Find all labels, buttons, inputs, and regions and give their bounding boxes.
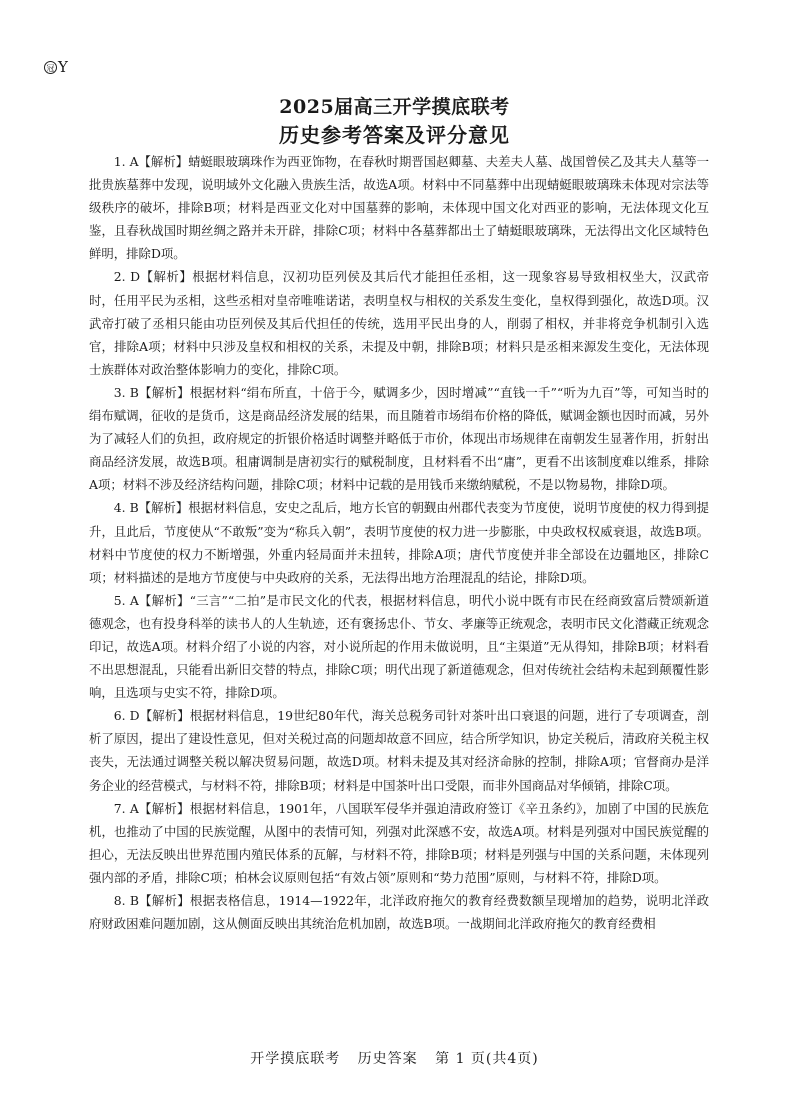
footer-subject: 历史答案 [357,1051,418,1067]
logo-seal-icon: 冠 [44,61,57,74]
answer-paragraph-5: 5. A【解析】“三言”“二拍”是市民文化的代表，根据材料信息，明代小说中既有市民在经商致富后赞颂新道德观念，也有投身科举的读书人的人生轨迹，还有褒扬忠仆、节女、孝廉等正统观念，表明市民文化潜藏正统观念印记，故选A项。材料介绍了小说的内容，对小说所起的作用未做说明，且“主渠道”无从得知，排除B项；材料看不出思想混乱，只能看出新旧交替的特点，排除C项；明代出现了新道德观念，但对传统社会结构未起到颠覆性影响，且选项与史实不符，排除D项。 [89,592,709,701]
footer-exam: 开学摸底联考 [250,1051,341,1067]
answers-body [89,150,709,935]
answer-paragraph-3: 3. B【解析】根据材料“绢布所直，十倍于今，赋调多少，因时增减”“直钱一千”“听为九百”等，可知当时的绢布赋调，征收的是货币，这是商品经济发展的结果，而且随着市场绢布价格的降低，赋调金额也因时而减，另外为了减轻人们的负担，政府规定的折银价格适时调整并略低于市价，体现出市场规律在南朝发生显著作用，折射出商品经济发展，故选B项。租庸调制是唐初实行的赋税制度，且材料看不出“庸”，更看不出该制度难以维系，排除A项；材料不涉及经济结构问题，排除C项；材料中记载的是用钱币来缴纳赋税，不是以物易物，排除D项。 [89,384,709,493]
answer-paragraph-4: 4. B【解析】根据材料信息，安史之乱后，地方长官的朝觐由州郡代表变为节度使，说明节度使的权力得到提升，且此后，节度使从“不敢叛”变为“称兵入朝”，表明节度使的权力进一步膨胀，中央政权权威衰退，故选B项。材料中节度使的权力不断增强，外重内轻局面并未扭转，排除A项；唐代节度使并非全部设在边疆地区，排除C项；材料描述的是地方节度使与中央政府的关系，无法得出地方治理混乱的结论，排除D项。 [89,500,709,585]
answer-paragraph-2: 2. D【解析】根据材料信息，汉初功臣列侯及其后代才能担任丞相，这一现象容易导致相权坐大，汉武帝时，任用平民为丞相，这些丞相对皇帝唯唯诺诺，表明皇权与相权的关系发生变化，皇权得到强化，故选D项。汉武帝打破了丞相只能由功臣列侯及其后代担任的传统，选用平民出身的人，削弱了相权，并非将竞争机制引入选官，排除A项；材料中只涉及皇权和相权的关系，未提及中朝，排除B项；材料只是丞相来源发生变化，无法体现士族群体对政治整体影响力的变化，排除C项。 [89,269,709,377]
answer-paragraph-8: 8. B【解析】根据表格信息，1914—1922年，北洋政府拖欠的教育经费数额呈现增加的趋势，说明北洋政府财政困难问题加剧，这从侧面反映出其统治危机加剧，故选B项。一战期间北洋政府拖欠的教育经费相 [89,893,709,932]
exam-title: 2025届高三开学摸底联考 [279,96,510,118]
page-footer [0,1048,789,1068]
answer-paragraph-7: 7. A【解析】根据材料信息，1901年，八国联军侵华并强迫清政府签订《辛丑条约》，加剧了中国的民族危机，也推动了中国的民族觉醒，从图中的表情可知，列强对此深感不安，故选A项。材料是列强对中国民族觉醒的担心，无法反映出世界范围内殖民体系的瓦解，与材料不符，排除B项；材料是列强与中国的关系问题，未体现列强内部的矛盾，排除C项；柏林会议原则包括“有效占领”原则和“势力范围”原则，与材料不符，排除D项。 [89,800,709,885]
logo-letter: Y [58,58,68,76]
answer-paragraph-1: 1. A【解析】蜻蜓眼玻璃珠作为西亚饰物，在春秋时期晋国赵卿墓、夫差夫人墓、战国曾侯乙及其夫人墓等一批贵族墓葬中发现，说明域外文化融入贵族生活，故选A项。材料中不同墓葬中出现蜻蜓眼玻璃珠未体现对宗法等级秩序的破坏，排除B项；材料是西亚文化对中国墓葬的影响，未体现中国文化对西亚的影响，无法体现文化互鉴，且春秋战国时期丝绸之路并未开辟，排除C项；材料中各墓葬都出土了蜻蜓眼玻璃珠，无法得出文化区域特色鲜明，排除D项。 [89,154,709,262]
answer-paragraph-6: 6. D【解析】根据材料信息，19世纪80年代，海关总税务司针对茶叶出口衰退的问题，进行了专项调查，剖析了原因，提出了建设性意见，但对关税过高的问题却故意不回应，结合所学知识，协定关税后，清政府关税主权丧失，无法通过调整关税以解决贸易问题，故选D项。材料未提及其对经济命脉的控制，排除A项；官督商办是洋务企业的经营模式，与材料不符，排除B项；材料是中国茶叶出口受限，而非外国商品对华倾销，排除C项。 [89,708,709,793]
doc-subtitle: 历史参考答案及评分意见 [279,123,510,147]
footer-page-number: 第 1 页(共4页) [435,1051,539,1067]
corner-logo [44,58,68,76]
